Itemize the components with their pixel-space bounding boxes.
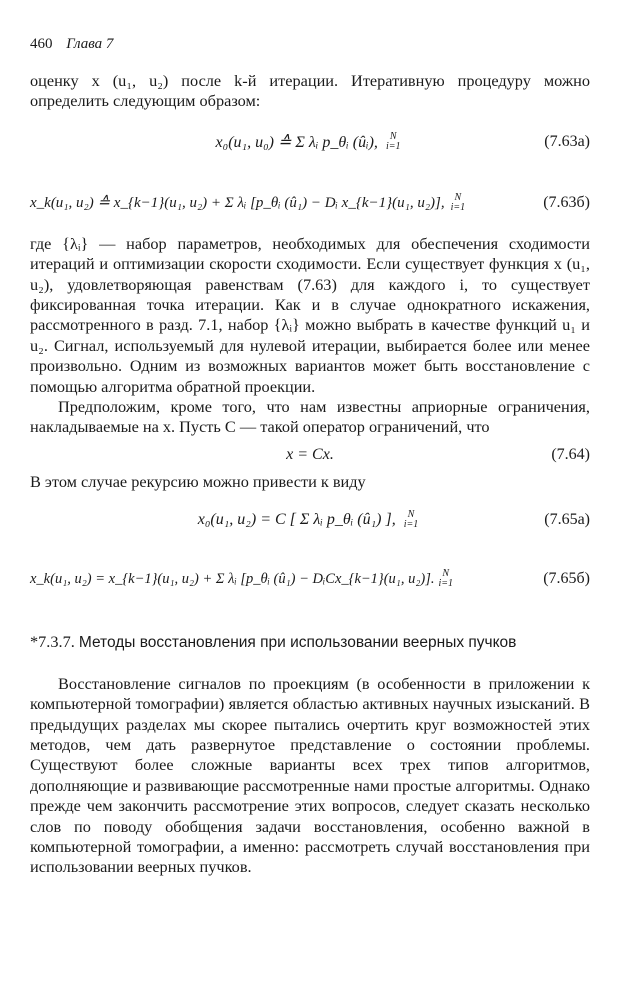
equation-formula: x₀(u₁, u₂) = C [ Σ λᵢ p_θᵢ (û₁) ], <box>197 511 396 529</box>
summation-limits <box>438 569 453 589</box>
page <box>30 36 590 878</box>
equation-7-65b <box>30 548 590 610</box>
equation-7-64 <box>30 438 590 472</box>
equation-body <box>30 193 469 213</box>
equation-7-63a <box>30 112 590 172</box>
paragraph-2: где {λᵢ} — набор параметров, необходимых для обеспечения сходимости итераций и оптимизации скорости сходимости. Если существует функция x (u₁, u₂), удовлетворяющая равенствам (7.63) для каждого i, то существует фиксированная точка итерации. Как и в случае однократного искажения, рассмотренного в разд. 7.1, набор {λᵢ} можно выбрать в качестве функций u₁ и u₂. Сигнал, используемый для нулевой итерации, выбирается более или менее произвольно. Одним из возможных вариантов может быть восстановление с помощью алгоритма обратной проекции. <box>30 233 590 396</box>
section-heading <box>30 632 590 653</box>
sum-lower-limit: i=1 <box>385 140 401 152</box>
equation-label: (7.63а) <box>544 132 590 150</box>
equation-label: (7.65а) <box>544 511 590 529</box>
equation-formula: x₀(u₁, u₀) ≙ Σ λᵢ p_θᵢ (ûᵢ), <box>215 133 378 151</box>
equation-label: (7.63б) <box>543 193 590 211</box>
equation-formula: x_k(u₁, u₂) ≙ x_{k−1}(u₁, u₂) + Σ λᵢ [p_θᵢ (û₁) − Dᵢ x_{k−1}(u₁, u₂)], <box>30 195 445 212</box>
chapter-title: Глава 7 <box>66 36 114 52</box>
sum-upper-limit: N <box>389 130 397 142</box>
sum-upper-limit: N <box>407 509 415 521</box>
summation-limits <box>386 132 401 152</box>
section-title: Методы восстановления при использовании веерных пучков <box>78 634 517 652</box>
equation-label: (7.64) <box>551 445 590 463</box>
equation-7-63b <box>30 172 590 234</box>
equation-label: (7.65б) <box>543 570 590 588</box>
paragraph-3: Предположим, кроме того, что нам известны априорные ограничения, накладываемые на x. Пусть C — такой оператор ограничений, что <box>30 397 590 437</box>
equation-body <box>30 569 457 589</box>
equation-formula: x = Cx. <box>286 445 334 463</box>
running-header <box>30 36 590 53</box>
equation-body <box>216 132 405 152</box>
equation-body <box>198 510 422 530</box>
sum-lower-limit: i=1 <box>450 201 466 213</box>
page-number: 460 <box>30 36 53 52</box>
sum-upper-limit: N <box>454 191 462 203</box>
section-number: *7.3.7. <box>30 632 75 652</box>
summation-limits <box>451 193 466 213</box>
summation-limits <box>404 510 419 530</box>
sum-lower-limit: i=1 <box>403 519 419 531</box>
sum-upper-limit: N <box>442 568 450 580</box>
paragraph-5: Восстановление сигналов по проекциям (в особенности в приложении к компьютерной томографии) является областью активных научных изысканий. В предыдущих разделах мы скорее пытались очертить круг возможностей этих методов, чем дать развернутое представление о состоянии проблемы. Существуют более сложные варианты всех трех типов алгоритмов, дополняющие и развивающие рассмотренные нами простые алгоритмы. Однако прежде чем закончить рассмотрение этих вопросов, следует сказать несколько слов по поводу обобщения задачи восстановления, особенно важной в компьютерной томографии, а именно: рассмотреть случай восстановления при использовании веерных пучков. <box>30 673 590 877</box>
equation-formula: x_k(u₁, u₂) = x_{k−1}(u₁, u₂) + Σ λᵢ [p_θᵢ (û₁) − DᵢCx_{k−1}(u₁, u₂)]. <box>30 570 435 587</box>
equation-7-65a <box>30 492 590 548</box>
sum-lower-limit: i=1 <box>438 578 454 590</box>
paragraph-1: оценку x (u₁, u₂) после k-й итерации. Итеративную процедуру можно определить следующим образом: <box>30 71 590 111</box>
paragraph-4: В этом случае рекурсию можно привести к виду <box>30 471 366 491</box>
